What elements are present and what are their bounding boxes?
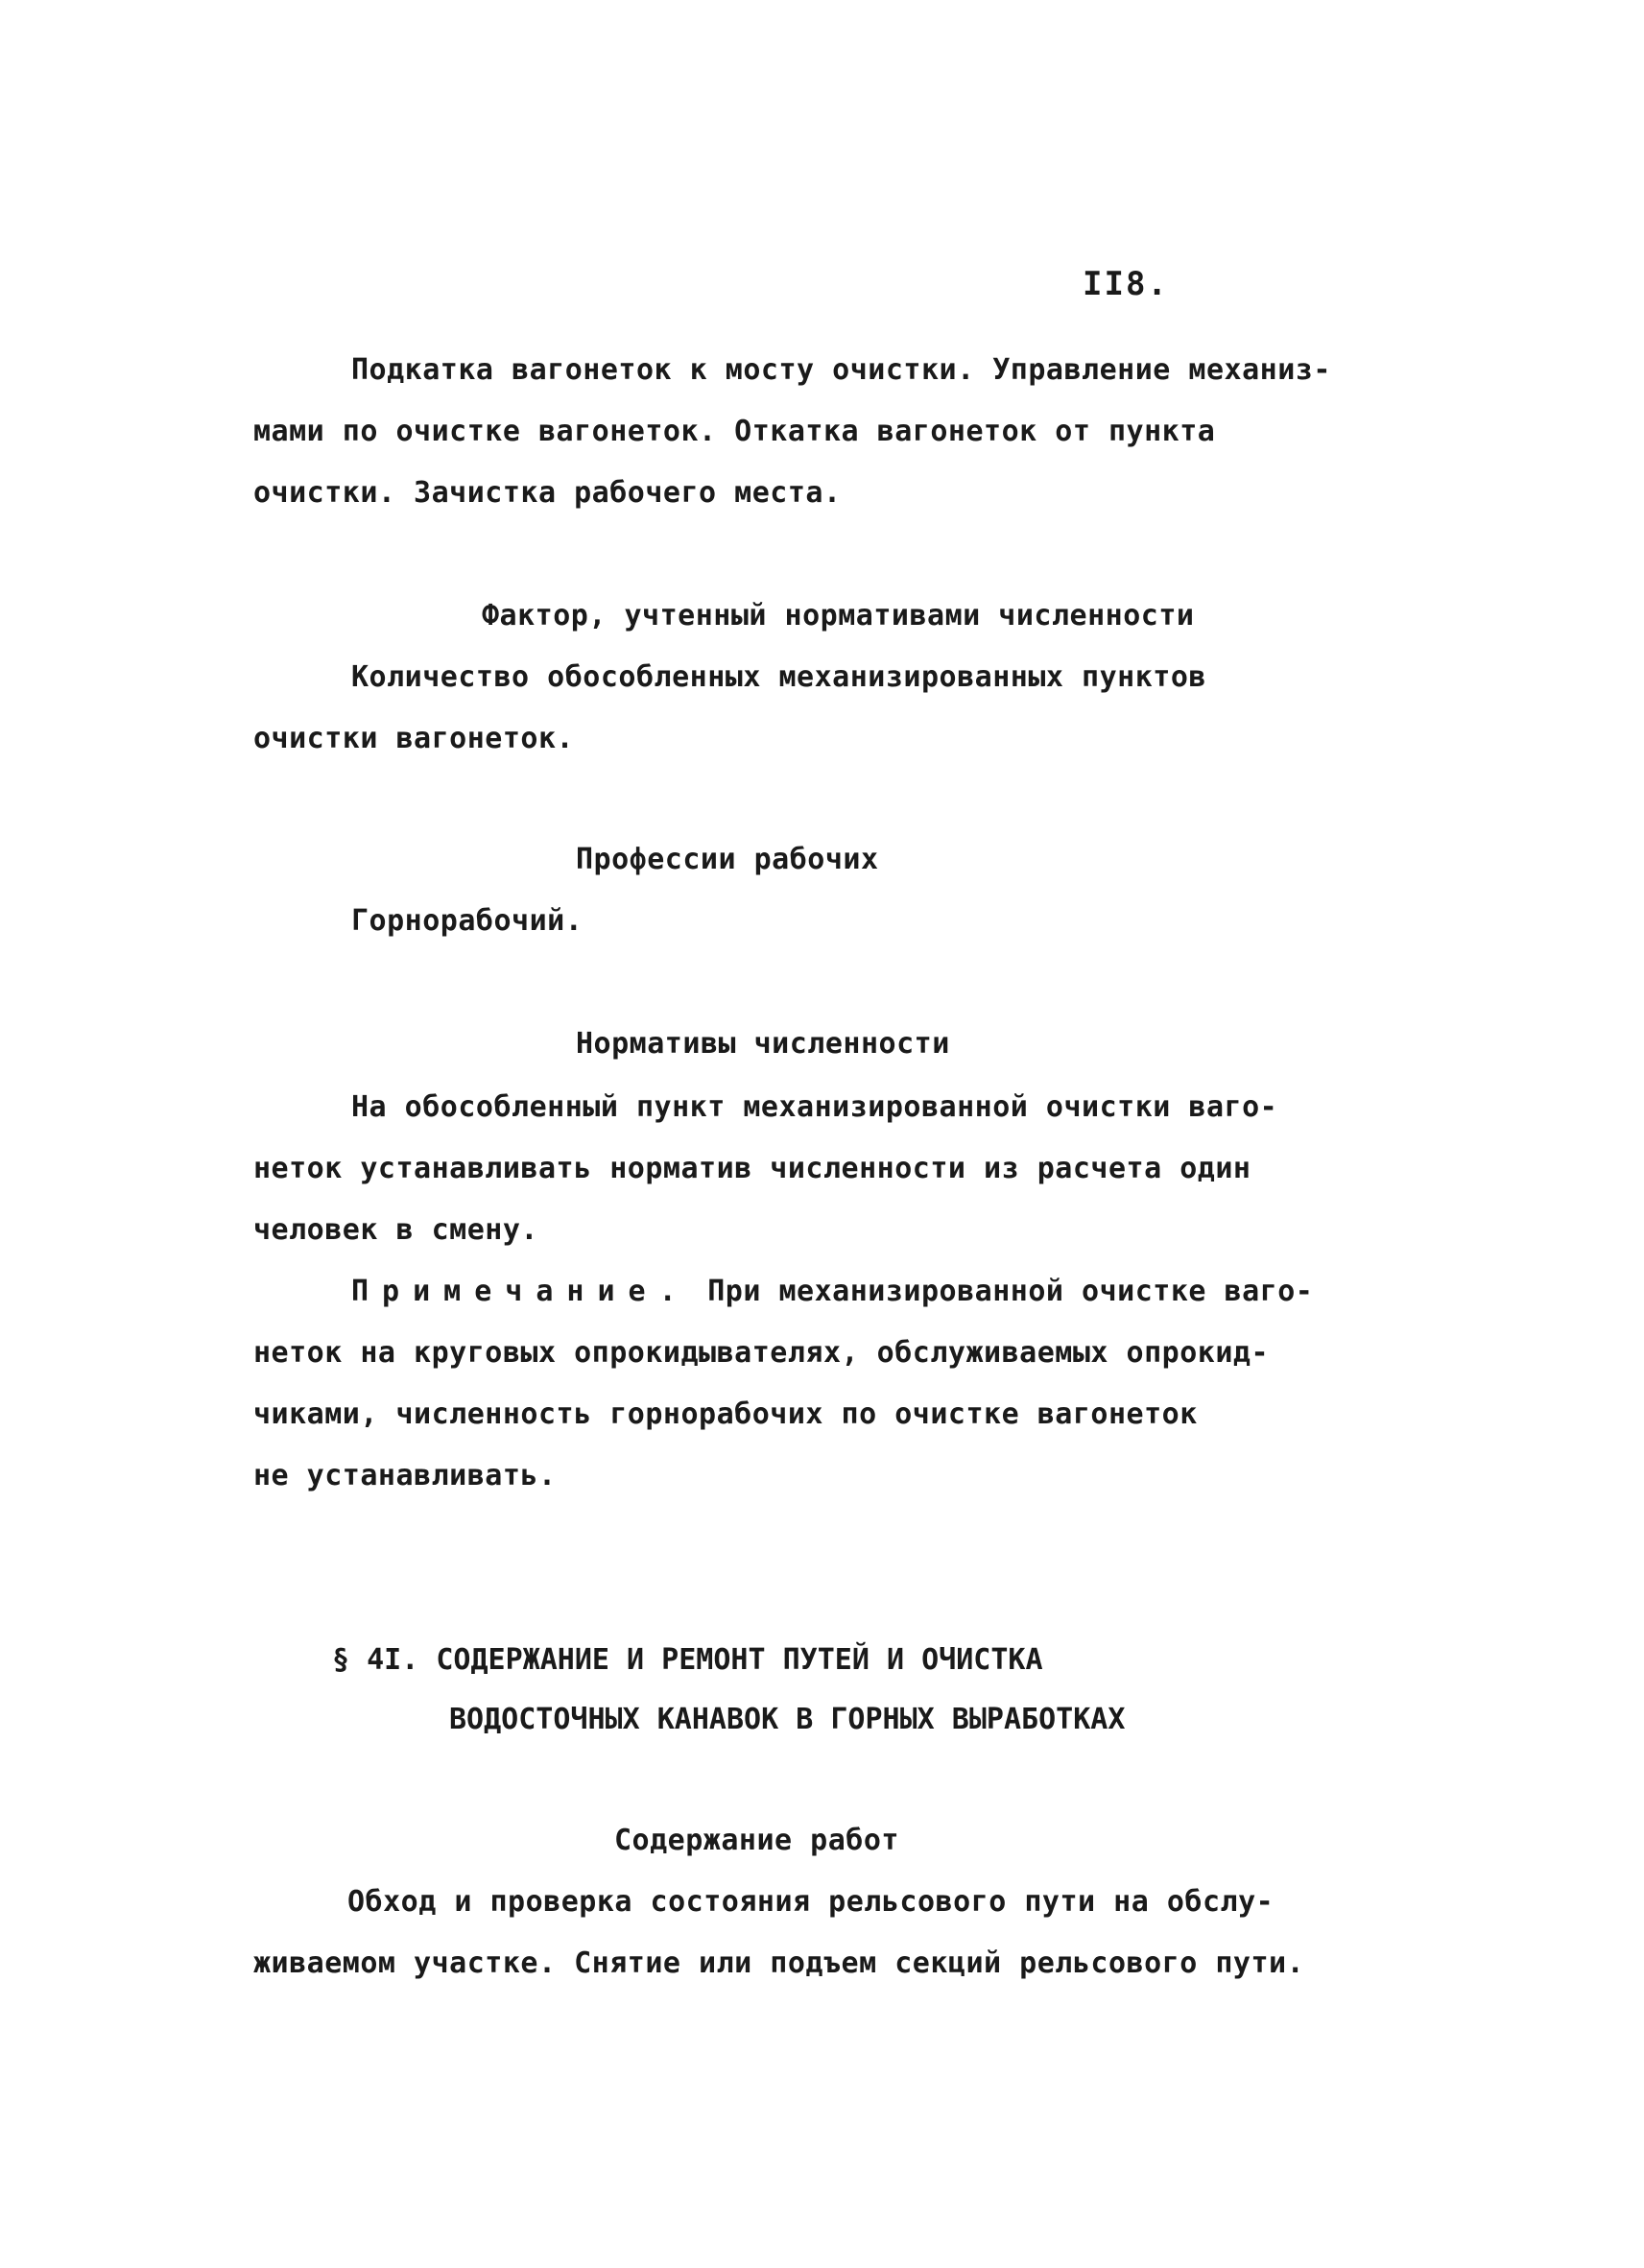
norms-line-1: На обособленный пункт механизированной очистки ваго-: [351, 1090, 1278, 1124]
intro-line-2: мами по очистке вагонеток. Откатка вагонеток от пункта: [253, 415, 1216, 448]
section-41-title-line-2: ВОДОСТОЧНЫХ КАНАВОК В ГОРНЫХ ВЫРАБОТКАХ: [449, 1703, 1126, 1736]
note-line-2: неток на круговых опрокидывателях, обслуживаемых опрокид-: [253, 1336, 1270, 1370]
section-41-line-3: Обход и проверка состояния рельсового пути на обслу-: [347, 1885, 1275, 1919]
norms-line-2: неток устанавливать норматив численности из расчета один: [253, 1152, 1251, 1185]
note-line-1: [351, 1273, 1313, 1311]
page-number: II8.: [1083, 265, 1169, 303]
content-heading: Содержание работ: [614, 1824, 899, 1857]
intro-line-3: очистки. Зачистка рабочего места.: [253, 476, 842, 510]
professions-heading: Профессии рабочих: [576, 843, 879, 876]
norms-line-3: человек в смену.: [253, 1213, 538, 1247]
factor-line-1: Количество обособленных механизированных пунктов: [351, 660, 1206, 694]
professions-line-1: Горнорабочий.: [351, 904, 584, 938]
note-label: Примечание.: [351, 1275, 690, 1308]
note-line-1-rest: При механизированной очистке ваго-: [689, 1275, 1314, 1308]
factor-line-2: очистки вагонеток.: [253, 722, 575, 755]
note-line-4: не устанавливать.: [253, 1459, 557, 1492]
section-41-title-line-1: § 4I. СОДЕРЖАНИЕ И РЕМОНТ ПУТЕЙ И ОЧИСТКА: [332, 1643, 1043, 1677]
note-line-3: чиками, численность горнорабочих по очистке вагонеток: [253, 1397, 1198, 1431]
factor-heading: Фактор, учтенный нормативами численности: [482, 599, 1195, 633]
norms-heading: Нормативы численности: [576, 1027, 950, 1061]
section-41-line-4: живаемом участке. Снятие или подъем секций рельсового пути.: [253, 1946, 1305, 1980]
intro-line-1: Подкатка вагонеток к мосту очистки. Управление механиз-: [351, 353, 1331, 387]
